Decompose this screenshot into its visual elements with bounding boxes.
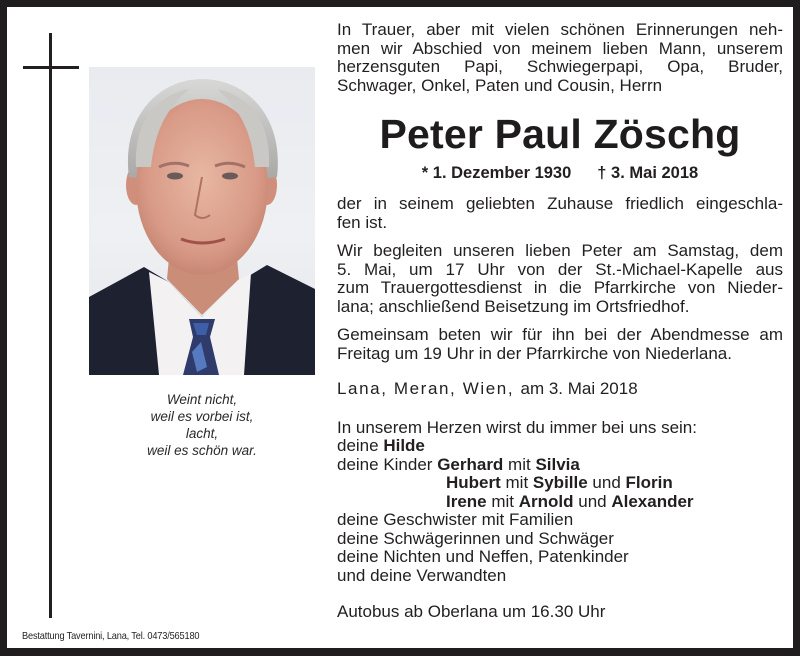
prayer-line: Freitag um 19 Uhr in der Pfarrkirche von Niederlana. bbox=[337, 343, 732, 363]
cross-icon-vertical bbox=[49, 33, 52, 618]
intro-line: In Trauer, aber mit vielen schönen Erinnerungen neh- bbox=[337, 20, 783, 39]
place-and-date bbox=[337, 380, 783, 399]
funeral-line: 5. Mai, um 17 Uhr von der St.-Michael-Kapelle aus bbox=[337, 259, 783, 279]
connector: mit bbox=[486, 491, 519, 511]
mourners-list bbox=[337, 419, 783, 586]
connector: mit bbox=[503, 454, 536, 474]
quote-line: Weint nicht, bbox=[166, 392, 238, 407]
mourner-name: Florin bbox=[625, 473, 673, 492]
mourner-child-row bbox=[337, 474, 783, 493]
mourner-group: und deine Verwandten bbox=[337, 565, 507, 585]
mourner-name: Silvia bbox=[535, 454, 580, 474]
intro-line: Schwager, Onkel, Paten und Cousin, Herrn bbox=[337, 75, 663, 95]
obituary-notice bbox=[7, 7, 793, 648]
passing-paragraph bbox=[337, 195, 783, 232]
funeral-home-credit: Bestattung Tavernini, Lana, Tel. 0473/565180 bbox=[22, 630, 200, 642]
memorial-quote bbox=[89, 391, 315, 459]
connector: und bbox=[587, 473, 626, 492]
mourner-name: Sybille bbox=[532, 473, 588, 492]
mourner-child-row bbox=[337, 456, 783, 475]
death-date: † 3. Mai 2018 bbox=[597, 164, 699, 182]
passing-line: der in seinem geliebten Zuhause friedlich eingeschla- bbox=[337, 194, 783, 213]
portrait-illustration bbox=[89, 67, 315, 375]
quote-line: lacht, bbox=[185, 426, 219, 441]
connector: mit bbox=[500, 473, 533, 492]
intro-paragraph bbox=[337, 21, 783, 95]
intro-line: herzensguten Papi, Schwiegerpapi, Opa, Bruder, bbox=[337, 57, 783, 76]
cross-icon-horizontal bbox=[23, 66, 79, 69]
bus-info: Autobus ab Oberlana um 16.30 Uhr bbox=[337, 602, 606, 621]
mourner-name: Arnold bbox=[518, 491, 574, 511]
portrait-photo bbox=[89, 67, 315, 375]
mourner-prefix: deine bbox=[337, 436, 384, 455]
deceased-name: Peter Paul Zöschg bbox=[379, 111, 741, 157]
mourner-wife bbox=[337, 437, 783, 456]
mourner-name: Hilde bbox=[383, 436, 425, 455]
mourner-child-row bbox=[337, 493, 783, 512]
funeral-paragraph bbox=[337, 242, 783, 316]
funeral-line: Wir begleiten unseren lieben Peter am Samstag, dem bbox=[337, 241, 783, 260]
place-names: Lana, Meran, Wien, bbox=[337, 379, 515, 398]
mourner-name: Hubert bbox=[446, 473, 501, 492]
mourner-name: Gerhard bbox=[437, 454, 504, 474]
family-intro: In unserem Herzen wirst du immer bei uns sein: bbox=[337, 417, 697, 437]
quote-line: weil es vorbei ist, bbox=[150, 409, 254, 424]
funeral-line: zum Trauergottesdienst in die Pfarrkirche von Nieder- bbox=[337, 278, 783, 297]
life-dates bbox=[337, 163, 783, 183]
prayer-line: Gemeinsam beten wir für ihn bei der Abendmesse am bbox=[337, 325, 783, 344]
birth-date: * 1. Dezember 1930 bbox=[421, 164, 572, 182]
connector: und bbox=[573, 491, 612, 511]
mourner-name: Alexander bbox=[611, 491, 694, 511]
funeral-line: lana; anschließend Beisetzung im Ortsfriedhof. bbox=[337, 296, 690, 316]
mourner-group: deine Schwägerinnen und Schwäger bbox=[337, 528, 614, 548]
mourner-name: Irene bbox=[446, 491, 487, 511]
notice-text-column bbox=[337, 21, 783, 622]
prayer-paragraph bbox=[337, 326, 783, 363]
mourner-prefix: deine Kinder bbox=[337, 454, 438, 474]
passing-line: fen ist. bbox=[337, 212, 388, 232]
mourner-group: deine Geschwister mit Familien bbox=[337, 510, 574, 529]
quote-line: weil es schön war. bbox=[147, 443, 257, 458]
intro-line: men wir Abschied von meinem lieben Mann, unserem bbox=[337, 38, 783, 58]
notice-date: am 3. Mai 2018 bbox=[520, 379, 638, 398]
mourner-group: deine Nichten und Neffen, Patenkinder bbox=[337, 547, 629, 566]
